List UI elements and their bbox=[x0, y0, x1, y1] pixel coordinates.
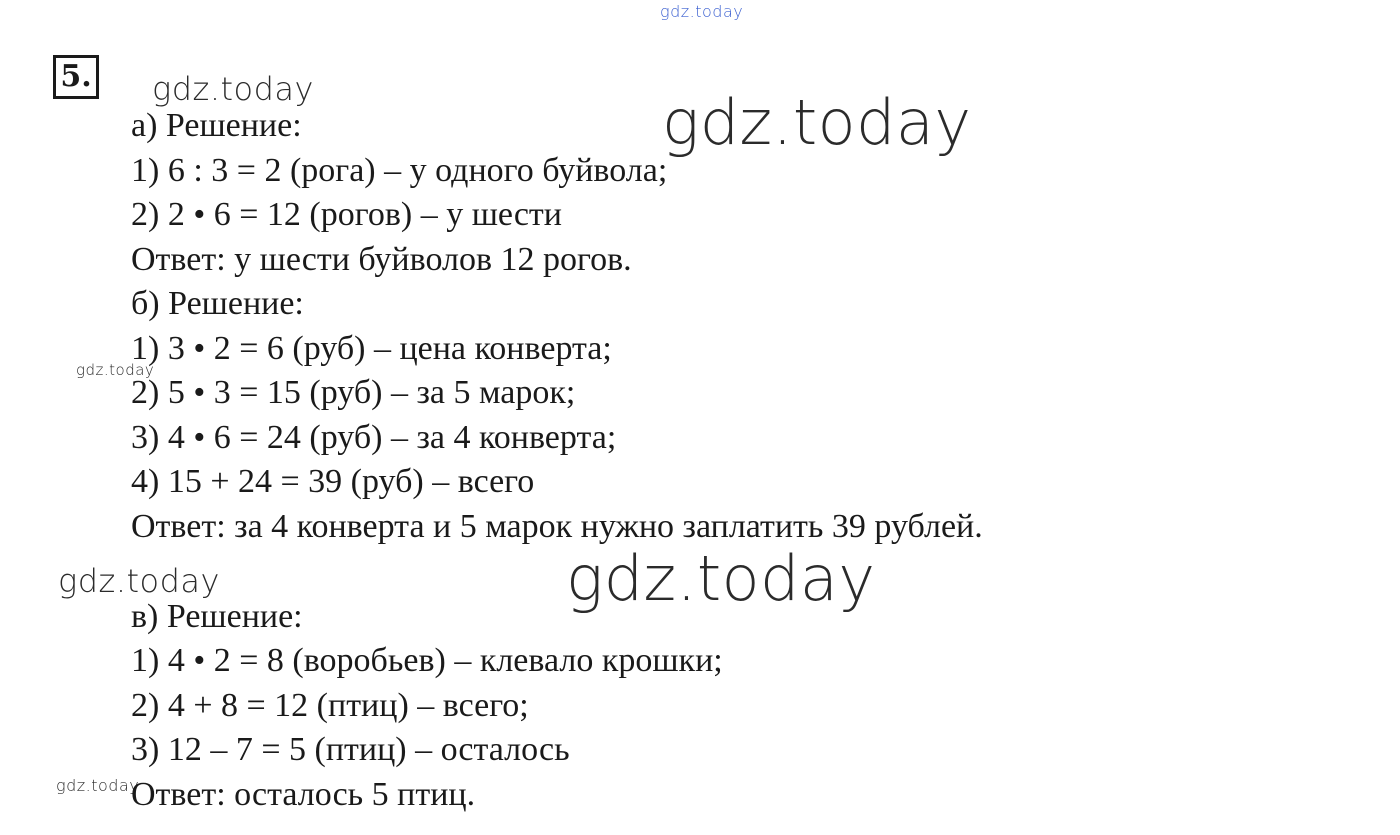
solution-b-step-1: 1) 3 • 2 = 6 (руб) – цена конверта; bbox=[131, 330, 612, 367]
task-number: 5. bbox=[53, 55, 99, 99]
solution-a-heading: а) Решение: bbox=[131, 107, 302, 144]
watermark-top: gdz.today bbox=[660, 2, 744, 21]
solution-c-heading: в) Решение: bbox=[131, 598, 303, 635]
solution-c-answer: Ответ: осталось 5 птиц. bbox=[131, 776, 476, 813]
solution-a-answer: Ответ: у шести буйволов 12 рогов. bbox=[131, 241, 632, 278]
watermark-big-lower: gdz.today bbox=[566, 542, 876, 615]
solution-b-step-4: 4) 15 + 24 = 39 (руб) – всего bbox=[131, 463, 535, 500]
watermark-left-lower: gdz.today bbox=[58, 562, 220, 600]
solution-c-step-1: 1) 4 • 2 = 8 (воробьев) – клевало крошки; bbox=[131, 642, 723, 679]
solution-b-heading: б) Решение: bbox=[131, 285, 304, 322]
solution-c-step-2: 2) 4 + 8 = 12 (птиц) – всего; bbox=[131, 687, 529, 724]
solution-b-answer: Ответ: за 4 конверта и 5 марок нужно заплатить 39 рублей. bbox=[131, 508, 983, 545]
solution-a-step-2: 2) 2 • 6 = 12 (рогов) – у шести bbox=[131, 196, 562, 233]
solution-c-step-3: 3) 12 – 7 = 5 (птиц) – осталось bbox=[131, 731, 570, 768]
solution-a-step-1: 1) 6 : 3 = 2 (рога) – у одного буйвола; bbox=[131, 152, 668, 189]
watermark-big-upper: gdz.today bbox=[662, 86, 972, 159]
solution-b-step-3: 3) 4 • 6 = 24 (руб) – за 4 конверта; bbox=[131, 419, 617, 456]
watermark-left-upper: gdz.today bbox=[152, 70, 314, 108]
watermark-small-middle: gdz.today bbox=[76, 361, 155, 379]
watermark-small-bottom: gdz.today bbox=[56, 776, 140, 795]
solution-b-step-2: 2) 5 • 3 = 15 (руб) – за 5 марок; bbox=[131, 374, 576, 411]
